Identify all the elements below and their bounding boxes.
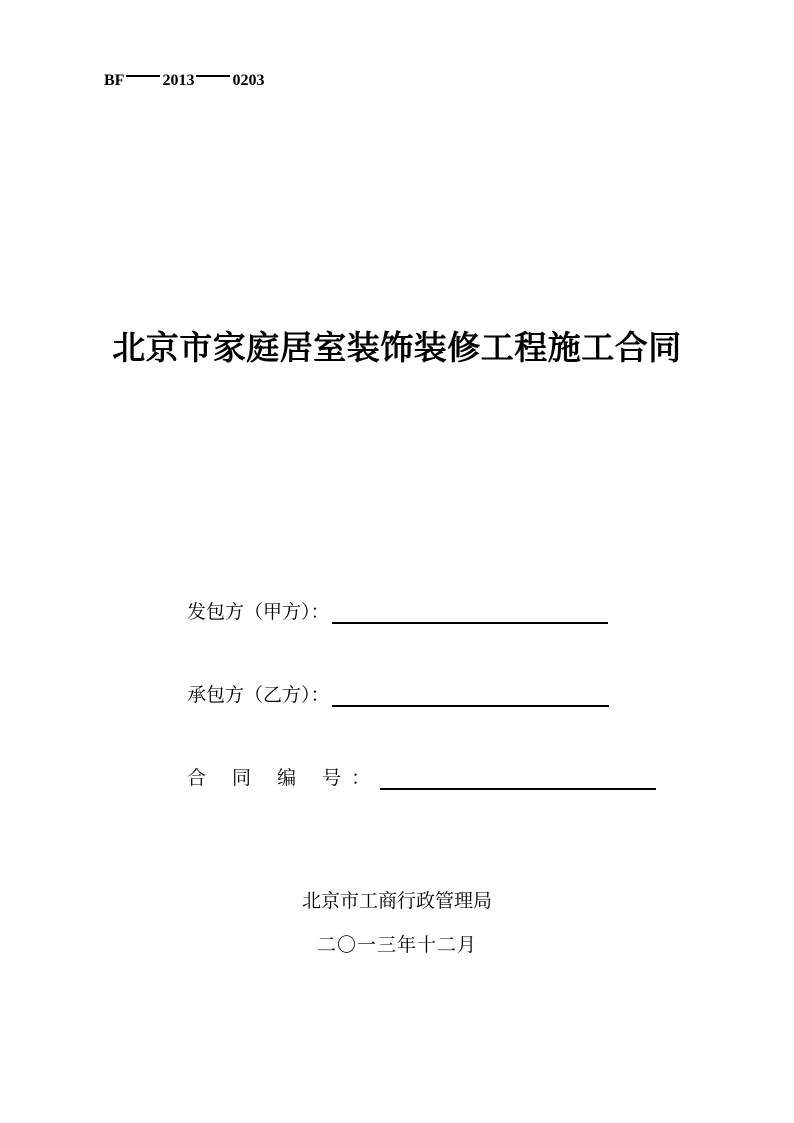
code-dash <box>126 75 160 77</box>
code-dash <box>196 75 230 77</box>
party-b-field <box>187 679 609 707</box>
party-b-label: 承包方（乙方）： <box>187 684 330 706</box>
party-a-blank <box>332 600 608 624</box>
contract-number-label: 合 同 编 号： <box>187 767 381 789</box>
party-a-label: 发包方（甲方）： <box>187 601 330 623</box>
code-number: 0203 <box>232 72 265 89</box>
contract-number-field <box>187 762 656 790</box>
party-a-field <box>187 596 608 624</box>
issuer: 北京市工商行政管理局 <box>301 890 492 912</box>
document-code <box>104 70 264 92</box>
party-b-blank <box>332 683 609 707</box>
code-year: 2013 <box>162 72 195 89</box>
contract-number-blank <box>380 766 656 790</box>
issue-date: 二〇一三年十二月 <box>316 934 477 956</box>
code-prefix: BF <box>104 72 125 89</box>
document-title: 北京市家庭居室装饰装修工程施工合同 <box>112 328 682 367</box>
